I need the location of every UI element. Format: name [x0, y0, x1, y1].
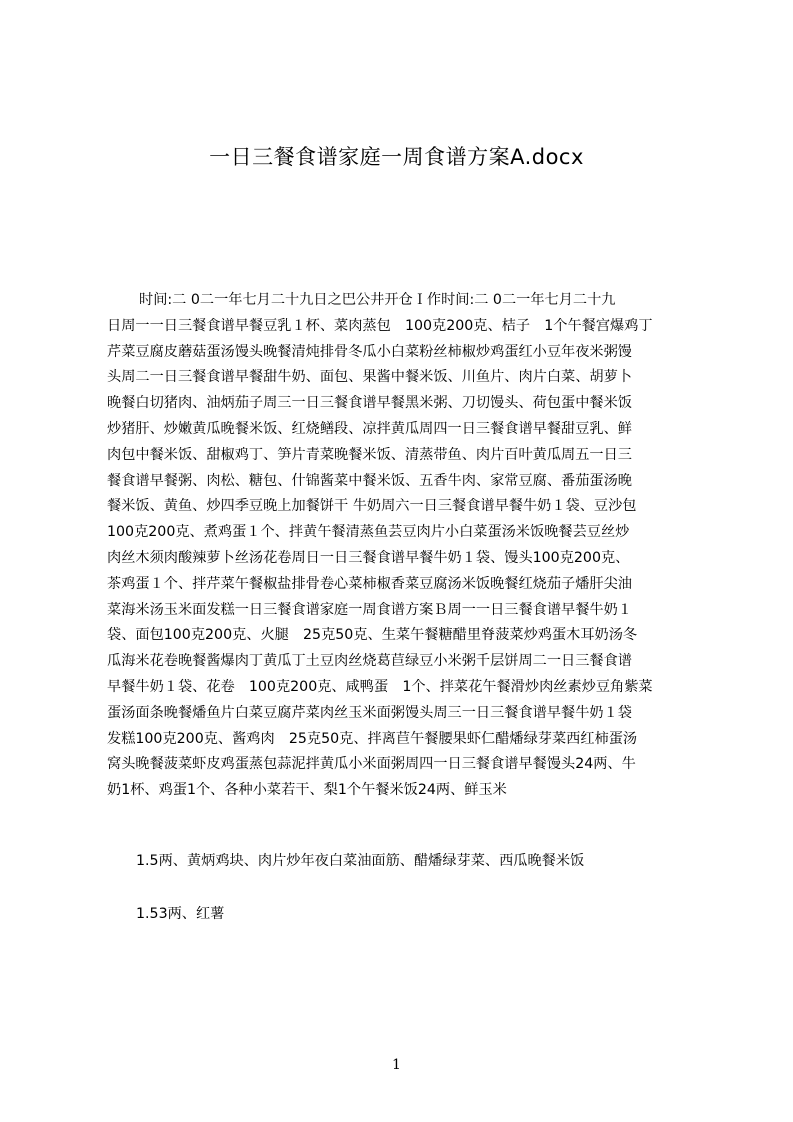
- paragraph-dinner: 1.53两、红薯: [136, 906, 225, 922]
- body-line: 餐米饭、黄鱼、炒四季豆晚上加餐饼干 牛奶周六一日三餐食谱早餐牛奶１袋、豆沙包: [107, 498, 637, 515]
- body-line: 肉包中餐米饭、甜椒鸡丁、笋片青菜晚餐米饭、清蒸带鱼、肉片百叶黄瓜周五一日三: [107, 446, 632, 463]
- body-line: 窝头晚餐菠菜虾皮鸡蛋蒸包蒜泥拌黄瓜小米面粥周四一日三餐食谱早餐馒头24两、牛: [107, 756, 636, 773]
- body-line: 袋、面包100克200克、火腿 25克50克、生菜午餐糖醋里脊菠菜炒鸡蛋木耳奶汤冬: [107, 627, 638, 644]
- body-line: 菜海米汤玉米面发糕一日三餐食谱家庭一周食谱方案Ｂ周一一日三餐食谱早餐牛奶１: [107, 601, 632, 618]
- body-line: 肉丝木须肉酸辣萝卜丝汤花卷周日一日三餐食谱早餐牛奶１袋、馒头100克200克、: [107, 549, 630, 566]
- paragraph-lunch: 1.5两、黄炳鸡块、肉片炒年夜白菜油面筋、醋燔绿芽菜、西瓜晚餐米饭: [136, 853, 585, 869]
- body-line: 头周二一日三餐食谱早餐甜牛奶、面包、果酱中餐米饭、川鱼片、肉片白菜、胡萝卜: [107, 369, 632, 386]
- body-line: 时间:二 0二一年七月二十九日之巴公井开仓Ｉ作时间:二 0二一年七月二十九: [139, 292, 616, 308]
- body-line: 瓜海米花卷晚餐酱爆肉丁黄瓜丁土豆肉丝烧葛苣绿豆小米粥千层饼周二一日三餐食谱: [107, 653, 632, 670]
- document-title: 一日三餐食谱家庭一周食谱方案A.docx: [209, 145, 584, 169]
- body-line: 芹菜豆腐皮蘑菇蛋汤馒头晚餐清炖排骨冬瓜小白菜粉丝柿椒炒鸡蛋红小豆年夜米粥馒: [107, 343, 632, 360]
- body-line: 餐食谱早餐粥、肉松、糖包、什锦酱菜中餐米饭、五香牛肉、家常豆腐、番茄蛋汤晚: [107, 472, 632, 489]
- body-line: 蛋汤面条晚餐燔鱼片白菜豆腐芹菜肉丝玉米面粥馒头周三一日三餐食谱早餐牛奶１袋: [107, 704, 632, 721]
- body-line: 奶1杯、鸡蛋1个、各种小菜若干、梨1个午餐米饭24两、鲜玉米: [107, 782, 507, 799]
- body-line: 早餐牛奶１袋、花卷 100克200克、咸鸭蛋 1个、拌菜花午餐滑炒肉丝素炒豆角紫菜: [107, 678, 653, 695]
- body-line: 日周一一日三餐食谱早餐豆乳１杯、菜肉蒸包 100克200克、桔子 1个午餐宫爆鸡丁: [107, 317, 653, 334]
- document-body: [107, 288, 697, 828]
- body-line: 茶鸡蛋１个、拌芹菜午餐椒盐排骨卷心菜柿椒香菜豆腐汤米饭晚餐红烧茄子燔肝尖油: [107, 575, 632, 592]
- body-line: 100克200克、煮鸡蛋１个、拌黄午餐清蒸鱼芸豆肉片小白菜蛋汤米饭晚餐芸豆丝炒: [107, 524, 630, 541]
- body-line: 炒猪肝、炒嫩黄瓜晚餐米饭、红烧鳝段、凉拌黄瓜周四一日三餐食谱早餐甜豆乳、鲜: [107, 420, 632, 437]
- page-number: 1: [392, 1057, 401, 1073]
- body-line: 晚餐白切猪肉、油炳茄子周三一日三餐食谱早餐黑米粥、刀切馒头、荷包蛋中餐米饭: [107, 395, 632, 412]
- body-line: 发糕100克200克、酱鸡肉 25克50克、拌离苣午餐腰果虾仁醋燔绿芽菜西红柿蛋汤: [107, 730, 638, 747]
